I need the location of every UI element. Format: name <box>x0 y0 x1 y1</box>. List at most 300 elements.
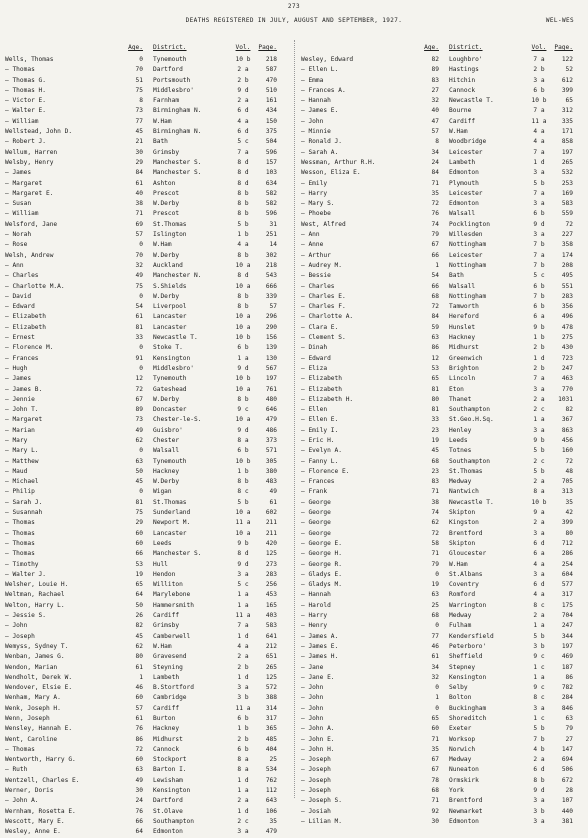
register-entry <box>301 271 583 281</box>
entry-volume: 2 a <box>533 395 545 403</box>
entry-volume: 3 a <box>533 426 545 434</box>
entry-district: Pocklington <box>449 220 490 228</box>
entry-age: 46 <box>135 684 143 692</box>
entry-age: 71 <box>135 210 143 218</box>
entry-page: 469 <box>561 653 573 661</box>
entry-name: Wesley, Edward <box>301 56 354 63</box>
entry-page: 486 <box>265 426 277 434</box>
entry-age: 46 <box>431 642 439 650</box>
entry-age: 92 <box>431 807 439 815</box>
entry-age: 60 <box>135 756 143 764</box>
entry-age: 76 <box>135 725 143 733</box>
entry-volume: 1 a <box>237 591 249 599</box>
entry-name: — Ernest <box>5 334 35 342</box>
entry-age: 50 <box>135 601 143 609</box>
header-vol: Vol. <box>235 44 251 51</box>
entry-volume: 10 a <box>235 385 251 393</box>
entry-page: 125 <box>265 673 277 681</box>
entry-volume: 1 c <box>533 715 545 722</box>
entry-volume: 6 d <box>533 539 545 547</box>
entry-district: W.Derby <box>153 292 180 300</box>
entry-age: 66 <box>135 817 143 825</box>
entry-volume: 9 d <box>237 560 249 568</box>
entry-name: — Lilian M. <box>301 817 342 825</box>
entry-volume: 3 a <box>533 169 545 177</box>
entry-district: Skipton <box>449 539 476 547</box>
entry-page: 174 <box>561 251 573 259</box>
register-entry <box>301 65 583 75</box>
entry-volume: 6 b <box>533 86 545 94</box>
entry-district: Edmonton <box>153 828 183 836</box>
register-entry <box>5 251 287 261</box>
entry-page: 641 <box>265 632 277 640</box>
entry-name: — Thomas H. <box>5 86 46 94</box>
entry-page: 506 <box>561 766 573 774</box>
entry-age: 89 <box>431 66 439 74</box>
entry-age: 49 <box>135 776 143 784</box>
entry-page: 296 <box>265 313 277 321</box>
register-entry <box>301 312 583 322</box>
register-entry <box>5 683 287 693</box>
entry-age: 45 <box>431 447 439 455</box>
entry-district: Stepney <box>449 663 476 671</box>
entry-page: 543 <box>265 272 277 280</box>
register-entry <box>301 477 583 487</box>
entry-name: — Emily I. <box>301 426 339 434</box>
entry-volume: 1 a <box>237 601 249 609</box>
entry-name: — James <box>5 375 32 383</box>
entry-district: Bolton <box>449 694 472 702</box>
entry-age: 60 <box>135 529 143 537</box>
entry-volume: 10 a <box>235 323 251 331</box>
entry-age: 63 <box>135 766 143 774</box>
register-entry <box>301 663 583 673</box>
entry-name: — Minnie <box>301 128 331 136</box>
entry-district: Peterboro' <box>449 642 487 650</box>
entry-page: 602 <box>265 509 277 517</box>
entry-name: — Ruth <box>5 766 28 774</box>
entry-page: 582 <box>265 189 277 197</box>
register-entry <box>301 354 583 364</box>
entry-page: 42 <box>565 509 573 517</box>
entry-volume: 9 b <box>533 436 545 444</box>
entry-page: 367 <box>561 416 573 424</box>
entry-age: 45 <box>135 128 143 136</box>
register-entry <box>5 467 287 477</box>
register-entry <box>5 518 287 528</box>
register-entry <box>301 704 583 714</box>
entry-volume: 8 d <box>237 179 249 187</box>
entry-volume: 9 a <box>533 509 545 517</box>
entry-name: — Hannah <box>301 97 331 105</box>
entry-district: Birmingham N. <box>153 128 202 136</box>
entry-volume: 5 c <box>533 272 545 280</box>
entry-age: 62 <box>135 642 143 650</box>
entry-name: — Gladys E. <box>301 570 342 578</box>
entry-district: Romford <box>449 591 476 599</box>
entry-age: 47 <box>431 117 439 125</box>
entry-name: — Charlotte M.A. <box>5 282 65 290</box>
entry-district: Newcastle T. <box>449 498 494 506</box>
entry-page: 510 <box>265 86 277 94</box>
entry-age: 57 <box>135 704 143 712</box>
entry-district: Loughbro' <box>449 56 483 63</box>
entry-district: Newport M. <box>153 519 191 527</box>
entry-district: Southampton <box>153 817 194 825</box>
entry-name: — Florence E. <box>301 467 350 475</box>
entry-age: 60 <box>135 539 143 547</box>
entry-page: 106 <box>265 807 277 815</box>
entry-page: 485 <box>265 735 277 743</box>
entry-page: 612 <box>561 76 573 84</box>
register-entry <box>301 199 583 209</box>
header-vol: Vol. <box>531 44 547 51</box>
entry-district: St.Thomas <box>153 498 187 506</box>
entry-age: 63 <box>431 334 439 342</box>
entry-district: St.Thomas <box>153 220 187 228</box>
entry-volume: 4 a <box>533 128 545 136</box>
entry-name: — Rose <box>5 241 28 249</box>
entry-district: Stockport <box>153 756 187 764</box>
entry-name: Welsher, Louie H. <box>5 581 69 589</box>
entry-page: 504 <box>265 138 277 146</box>
entry-district: W.Derby <box>153 200 180 208</box>
entry-age: 38 <box>135 200 143 208</box>
entry-name: — Mary L. <box>5 447 39 455</box>
entry-age: 68 <box>431 612 439 620</box>
entry-age: 72 <box>431 529 439 537</box>
entry-district: Brentford <box>449 529 483 537</box>
register-entry <box>5 76 287 86</box>
register-entry <box>301 796 583 806</box>
entry-name: Wentzell, Charles E. <box>5 776 80 784</box>
entry-page: 705 <box>561 478 573 486</box>
entry-volume: 2 a <box>533 478 545 486</box>
entry-district: York <box>449 787 464 795</box>
entry-age: 0 <box>139 447 143 455</box>
register-entry <box>5 96 287 106</box>
entry-age: 19 <box>431 436 439 444</box>
entry-age: 32 <box>431 673 439 681</box>
entry-page: 49 <box>269 488 277 496</box>
entry-name: — Frances <box>5 354 39 362</box>
entry-district: Nottingham <box>449 261 487 269</box>
entry-name: — Bessie <box>301 272 331 280</box>
entry-volume: 9 b <box>237 539 249 547</box>
entry-volume: 1 d <box>533 354 545 362</box>
entry-age: 77 <box>431 632 439 640</box>
entry-volume: 1 b <box>237 725 249 733</box>
register-entry <box>5 508 287 518</box>
entry-district: Walsall <box>449 210 476 218</box>
entry-district: Leicester <box>449 148 483 156</box>
register-entry <box>301 508 583 518</box>
entry-district: Prescot <box>153 210 180 218</box>
entry-district: Marylebone <box>153 591 191 599</box>
entry-page: 313 <box>561 488 573 496</box>
entry-name: — James B. <box>5 385 43 393</box>
entry-page: 314 <box>265 704 277 712</box>
entry-district: Lancaster <box>153 313 187 321</box>
register-entry <box>301 611 583 621</box>
entry-page: 305 <box>265 457 277 465</box>
entry-age: 19 <box>135 570 143 578</box>
register-entry <box>301 817 583 827</box>
register-entry <box>301 323 583 333</box>
entry-volume: 6 b <box>533 303 545 311</box>
entry-district: Dartford <box>153 797 183 805</box>
entry-name: — Jessie S. <box>5 612 46 620</box>
entry-volume: 2 a <box>533 519 545 527</box>
entry-age: 64 <box>135 828 143 836</box>
entry-name: — David <box>5 292 32 300</box>
entry-name: Werner, Doris <box>5 787 54 795</box>
entry-volume: 8 c <box>237 488 249 496</box>
entry-page: 567 <box>265 364 277 372</box>
register-entry <box>5 570 287 580</box>
entry-district: Woodbridge <box>449 138 487 146</box>
entry-age: 61 <box>135 715 143 722</box>
entry-district: Hitchin <box>449 76 476 84</box>
entry-name: — Joseph <box>301 787 331 795</box>
register-entry <box>301 415 583 425</box>
entry-name: — Emily <box>301 179 328 187</box>
register-entry <box>301 374 583 384</box>
entry-page: 61 <box>269 498 277 506</box>
register-entry <box>301 426 583 436</box>
entry-page: 147 <box>561 745 573 753</box>
entry-page: 197 <box>561 148 573 156</box>
register-entry <box>301 436 583 446</box>
entry-volume: 7 b <box>533 735 545 743</box>
entry-volume: 3 a <box>533 817 545 825</box>
register-entry <box>301 117 583 127</box>
entry-district: Kensington <box>449 673 487 681</box>
entry-volume: 9 d <box>533 787 545 795</box>
entry-volume: 11 a <box>531 117 547 125</box>
entry-page: 317 <box>265 715 277 722</box>
header-district: District. <box>153 44 187 51</box>
entry-district: Newcastle T. <box>449 97 494 105</box>
register-entry <box>5 549 287 559</box>
register-entry <box>301 282 583 292</box>
entry-name: — Victor E. <box>5 97 46 105</box>
entry-age: 65 <box>431 375 439 383</box>
entry-district: Farnham <box>153 97 180 105</box>
entry-age: 75 <box>135 509 143 517</box>
entry-page: 365 <box>265 725 277 733</box>
entry-volume: 6 b <box>237 344 249 352</box>
register-entry <box>5 457 287 467</box>
entry-age: 71 <box>431 550 439 558</box>
entry-page: 604 <box>561 570 573 578</box>
entry-district: Midhurst <box>449 344 479 352</box>
entry-page: 80 <box>565 529 573 537</box>
entry-age: 77 <box>135 117 143 125</box>
entry-age: 33 <box>431 416 439 424</box>
entry-age: 78 <box>431 776 439 784</box>
entry-age: 26 <box>135 612 143 620</box>
entry-volume: 3 b <box>237 694 249 702</box>
entry-page: 160 <box>561 447 573 455</box>
register-entry <box>301 251 583 261</box>
entry-district: Kendersfield <box>449 632 494 640</box>
entry-volume: 3 b <box>533 807 545 815</box>
entry-volume: 7 a <box>533 251 545 259</box>
entry-volume: 1 a <box>237 787 249 795</box>
entry-page: 551 <box>561 282 573 290</box>
entry-name: — Elizabeth <box>5 313 46 321</box>
entry-district: Hull <box>153 560 168 568</box>
entry-age: 45 <box>135 478 143 486</box>
entry-district: Lewisham <box>153 776 183 784</box>
entry-district: Buckingham <box>449 704 487 712</box>
entry-age: 75 <box>135 282 143 290</box>
entry-volume: 3 a <box>533 231 545 239</box>
entry-district: Grimsby <box>153 622 180 630</box>
entry-page: 358 <box>561 241 573 249</box>
register-entry <box>301 189 583 199</box>
register-entry <box>301 292 583 302</box>
entry-district: W.Ham <box>153 241 172 249</box>
entry-name: — Sarah A. <box>301 148 339 156</box>
register-entry <box>5 199 287 209</box>
register-entry <box>5 117 287 127</box>
entry-volume: 8 d <box>237 158 249 166</box>
entry-district: Dartford <box>153 66 183 74</box>
entry-age: 74 <box>431 220 439 228</box>
entry-volume: 10 b <box>235 56 251 63</box>
register-entry <box>301 76 583 86</box>
entry-age: 61 <box>431 653 439 661</box>
entry-age: 0 <box>139 56 143 63</box>
register-entry <box>5 323 287 333</box>
entry-age: 30 <box>431 817 439 825</box>
entry-page: 761 <box>265 385 277 393</box>
entry-district: Willesden <box>449 231 483 239</box>
entry-district: Medway <box>449 612 472 620</box>
entry-name: — George <box>301 509 331 517</box>
entry-age: 1 <box>435 261 439 269</box>
entry-age: 34 <box>431 663 439 671</box>
entry-district: Birmingham N. <box>153 107 202 115</box>
entry-name: — John T. <box>5 406 39 414</box>
entry-age: 0 <box>435 704 439 712</box>
register-entry <box>301 179 583 189</box>
entry-page: 251 <box>265 231 277 239</box>
entry-volume: 10 b <box>531 97 547 105</box>
entry-age: 0 <box>139 488 143 496</box>
entry-volume: 6 b <box>237 745 249 753</box>
entry-page: 534 <box>265 766 277 774</box>
entry-volume: 9 d <box>533 220 545 228</box>
entry-page: 139 <box>265 344 277 352</box>
entry-page: 247 <box>561 622 573 630</box>
entry-page: 197 <box>561 642 573 650</box>
entry-age: 63 <box>135 457 143 465</box>
entry-volume: 2 b <box>237 76 249 84</box>
register-entry <box>5 436 287 446</box>
entry-page: 82 <box>565 406 573 414</box>
entry-district: W.Derby <box>153 251 180 259</box>
register-entry <box>5 209 287 219</box>
entry-volume: 4 a <box>533 591 545 599</box>
register-entry <box>5 312 287 322</box>
entry-age: 0 <box>139 241 143 249</box>
entry-district: Ashton <box>153 179 176 187</box>
entry-age: 54 <box>431 272 439 280</box>
entry-volume: 4 a <box>237 117 249 125</box>
register-entry <box>301 86 583 96</box>
entry-volume: 3 a <box>533 570 545 578</box>
entry-age: 30 <box>135 787 143 795</box>
entry-volume: 9 c <box>237 406 249 414</box>
entry-district: Plymouth <box>449 179 479 187</box>
entry-page: 572 <box>265 684 277 692</box>
register-entry <box>5 498 287 508</box>
entry-volume: 8 c <box>533 694 545 702</box>
entry-district: Hastings <box>449 66 479 74</box>
entry-page: 651 <box>265 653 277 661</box>
entry-name: — Evelyn A. <box>301 447 342 455</box>
entry-district: Gateshead <box>153 385 187 393</box>
entry-name: — Matthew <box>5 457 39 465</box>
entry-age: 86 <box>431 344 439 352</box>
register-entry <box>301 693 583 703</box>
entry-age: 84 <box>431 169 439 177</box>
entry-age: 69 <box>135 220 143 228</box>
entry-name: West, Alfred <box>301 220 346 228</box>
entry-name: — Ronald J. <box>301 138 342 146</box>
entry-volume: 4 a <box>237 241 249 249</box>
entry-district: Grimsby <box>153 148 180 156</box>
register-entry <box>5 611 287 621</box>
entry-page: 381 <box>561 817 573 825</box>
entry-name: — Joseph S. <box>301 797 342 805</box>
entry-district: St.Albans <box>449 570 483 578</box>
entry-volume: 10 a <box>235 529 251 537</box>
entry-volume: 1 b <box>237 231 249 239</box>
entry-page: 265 <box>561 158 573 166</box>
register-entry <box>5 776 287 786</box>
entry-district: Thanet <box>449 395 472 403</box>
entry-volume: 7 a <box>533 56 545 63</box>
entry-name: — Joseph <box>5 632 35 640</box>
entry-name: — Florence M. <box>5 344 54 352</box>
entry-district: B.Stortford <box>153 684 194 692</box>
entry-age: 57 <box>135 231 143 239</box>
entry-district: Cardiff <box>449 117 476 125</box>
entry-page: 112 <box>265 787 277 795</box>
entry-name: — James E. <box>301 642 339 650</box>
register-entry <box>301 518 583 528</box>
register-entry <box>301 220 583 230</box>
register-entry <box>5 827 287 837</box>
entry-name: — Jane <box>301 663 324 671</box>
entry-page: 344 <box>561 632 573 640</box>
entry-name: — Frank <box>301 488 328 496</box>
entry-name: — Susannah <box>5 509 43 517</box>
entry-name: — Maud <box>5 467 28 475</box>
entry-name: — Clement S. <box>301 334 346 342</box>
entry-district: Cambridge <box>153 694 187 702</box>
entry-volume: 4 a <box>237 642 249 650</box>
entry-page: 169 <box>561 189 573 197</box>
entry-district: Nottingham <box>449 241 487 249</box>
entry-age: 61 <box>135 179 143 187</box>
register-entry <box>301 601 583 611</box>
register-entry <box>5 642 287 652</box>
